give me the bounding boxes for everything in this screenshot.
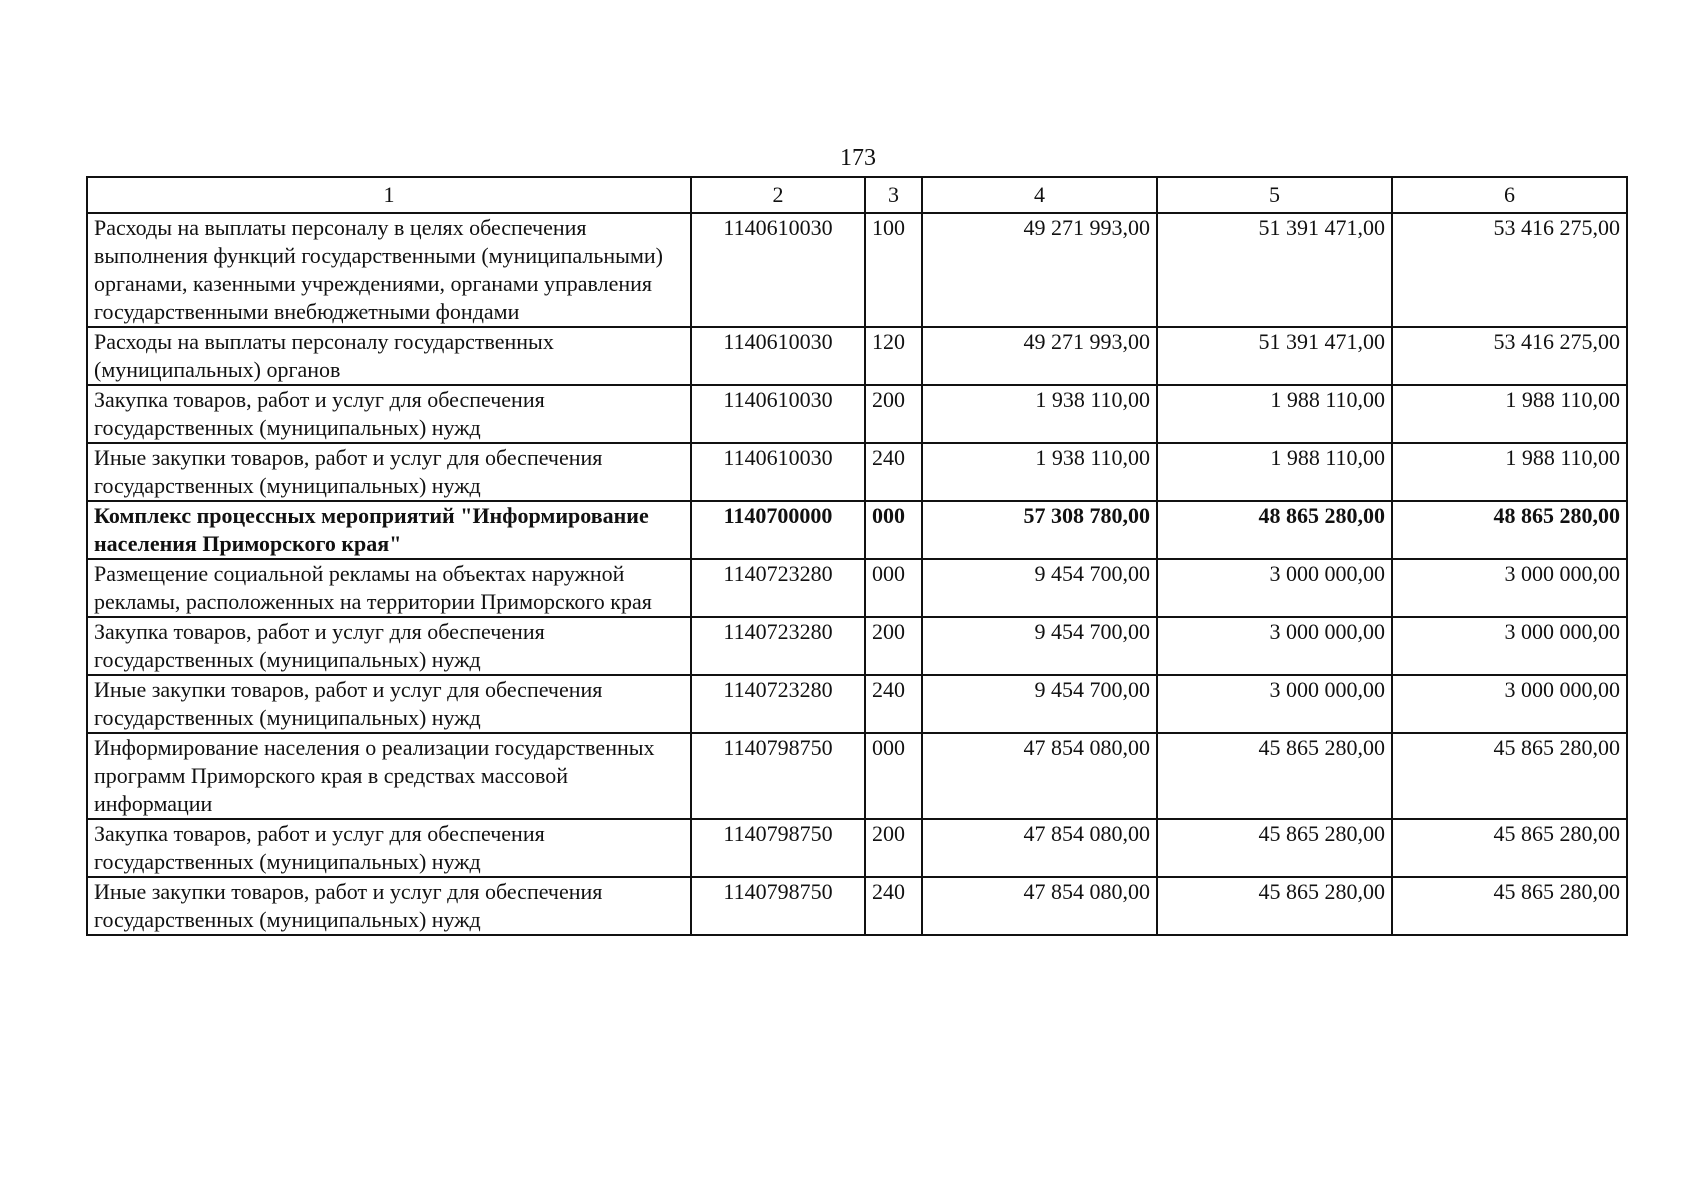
row-amount-year-2: 45 865 280,00 (1157, 819, 1392, 877)
row-target-article: 1140610030 (691, 213, 865, 327)
row-amount-year-1: 57 308 780,00 (922, 501, 1157, 559)
row-amount-year-2: 3 000 000,00 (1157, 559, 1392, 617)
row-amount-year-1: 1 938 110,00 (922, 443, 1157, 501)
row-amount-year-2: 45 865 280,00 (1157, 733, 1392, 819)
row-amount-year-1: 47 854 080,00 (922, 819, 1157, 877)
row-name: Иные закупки товаров, работ и услуг для обеспечения государственных (муниципальных) нужд (87, 675, 691, 733)
row-expense-type: 100 (865, 213, 922, 327)
row-amount-year-2: 45 865 280,00 (1157, 877, 1392, 935)
row-target-article: 1140610030 (691, 385, 865, 443)
row-amount-year-1: 49 271 993,00 (922, 327, 1157, 385)
row-target-article: 1140700000 (691, 501, 865, 559)
row-expense-type: 120 (865, 327, 922, 385)
row-target-article: 1140798750 (691, 877, 865, 935)
row-amount-year-2: 1 988 110,00 (1157, 443, 1392, 501)
table-row (87, 385, 1627, 443)
row-expense-type: 200 (865, 819, 922, 877)
row-name: Закупка товаров, работ и услуг для обеспечения государственных (муниципальных) нужд (87, 819, 691, 877)
row-amount-year-3: 3 000 000,00 (1392, 675, 1627, 733)
row-name: Информирование населения о реализации государственных программ Приморского края в средствах массовой информации (87, 733, 691, 819)
row-amount-year-1: 47 854 080,00 (922, 877, 1157, 935)
row-target-article: 1140723280 (691, 675, 865, 733)
row-amount-year-1: 1 938 110,00 (922, 385, 1157, 443)
row-amount-year-3: 45 865 280,00 (1392, 819, 1627, 877)
row-target-article: 1140723280 (691, 559, 865, 617)
table-row-subtotal (87, 501, 1627, 559)
row-amount-year-2: 3 000 000,00 (1157, 675, 1392, 733)
column-header: 3 (865, 177, 922, 213)
row-amount-year-3: 3 000 000,00 (1392, 617, 1627, 675)
row-target-article: 1140610030 (691, 327, 865, 385)
table-row (87, 733, 1627, 819)
row-target-article: 1140798750 (691, 733, 865, 819)
row-expense-type: 000 (865, 559, 922, 617)
table-header-row (87, 177, 1627, 213)
row-name: Закупка товаров, работ и услуг для обеспечения государственных (муниципальных) нужд (87, 617, 691, 675)
row-amount-year-1: 9 454 700,00 (922, 675, 1157, 733)
row-amount-year-3: 53 416 275,00 (1392, 327, 1627, 385)
row-amount-year-2: 51 391 471,00 (1157, 213, 1392, 327)
row-amount-year-2: 3 000 000,00 (1157, 617, 1392, 675)
column-header: 6 (1392, 177, 1627, 213)
row-name: Закупка товаров, работ и услуг для обеспечения государственных (муниципальных) нужд (87, 385, 691, 443)
table-row (87, 327, 1627, 385)
row-amount-year-1: 9 454 700,00 (922, 617, 1157, 675)
row-expense-type: 000 (865, 733, 922, 819)
row-amount-year-1: 47 854 080,00 (922, 733, 1157, 819)
table-row (87, 877, 1627, 935)
row-expense-type: 200 (865, 385, 922, 443)
row-amount-year-3: 45 865 280,00 (1392, 733, 1627, 819)
row-amount-year-3: 48 865 280,00 (1392, 501, 1627, 559)
page-number: 173 (840, 145, 876, 171)
table-row (87, 819, 1627, 877)
row-expense-type: 240 (865, 443, 922, 501)
table-row (87, 213, 1627, 327)
row-expense-type: 240 (865, 675, 922, 733)
row-amount-year-2: 51 391 471,00 (1157, 327, 1392, 385)
row-name: Иные закупки товаров, работ и услуг для обеспечения государственных (муниципальных) нужд (87, 443, 691, 501)
row-amount-year-3: 53 416 275,00 (1392, 213, 1627, 327)
column-header: 4 (922, 177, 1157, 213)
table-row (87, 675, 1627, 733)
column-header: 2 (691, 177, 865, 213)
row-amount-year-2: 1 988 110,00 (1157, 385, 1392, 443)
budget-table (86, 176, 1628, 936)
table-row (87, 559, 1627, 617)
row-name: Расходы на выплаты персоналу государственных (муниципальных) органов (87, 327, 691, 385)
row-name: Размещение социальной рекламы на объектах наружной рекламы, расположенных на территории Приморского края (87, 559, 691, 617)
row-expense-type: 240 (865, 877, 922, 935)
row-target-article: 1140723280 (691, 617, 865, 675)
row-name: Расходы на выплаты персоналу в целях обеспечения выполнения функций государственными (муниципальными) органами, казенными учреждениями, органами управления государственными внебюджетными фондами (87, 213, 691, 327)
row-amount-year-3: 1 988 110,00 (1392, 443, 1627, 501)
table-row (87, 617, 1627, 675)
row-amount-year-3: 3 000 000,00 (1392, 559, 1627, 617)
row-amount-year-3: 1 988 110,00 (1392, 385, 1627, 443)
row-target-article: 1140798750 (691, 819, 865, 877)
row-expense-type: 000 (865, 501, 922, 559)
row-amount-year-1: 49 271 993,00 (922, 213, 1157, 327)
row-name: Иные закупки товаров, работ и услуг для обеспечения государственных (муниципальных) нужд (87, 877, 691, 935)
row-amount-year-3: 45 865 280,00 (1392, 877, 1627, 935)
table-row (87, 443, 1627, 501)
column-header: 5 (1157, 177, 1392, 213)
row-expense-type: 200 (865, 617, 922, 675)
column-header: 1 (87, 177, 691, 213)
row-target-article: 1140610030 (691, 443, 865, 501)
row-amount-year-2: 48 865 280,00 (1157, 501, 1392, 559)
row-name: Комплекс процессных мероприятий "Информирование населения Приморского края" (87, 501, 691, 559)
row-amount-year-1: 9 454 700,00 (922, 559, 1157, 617)
